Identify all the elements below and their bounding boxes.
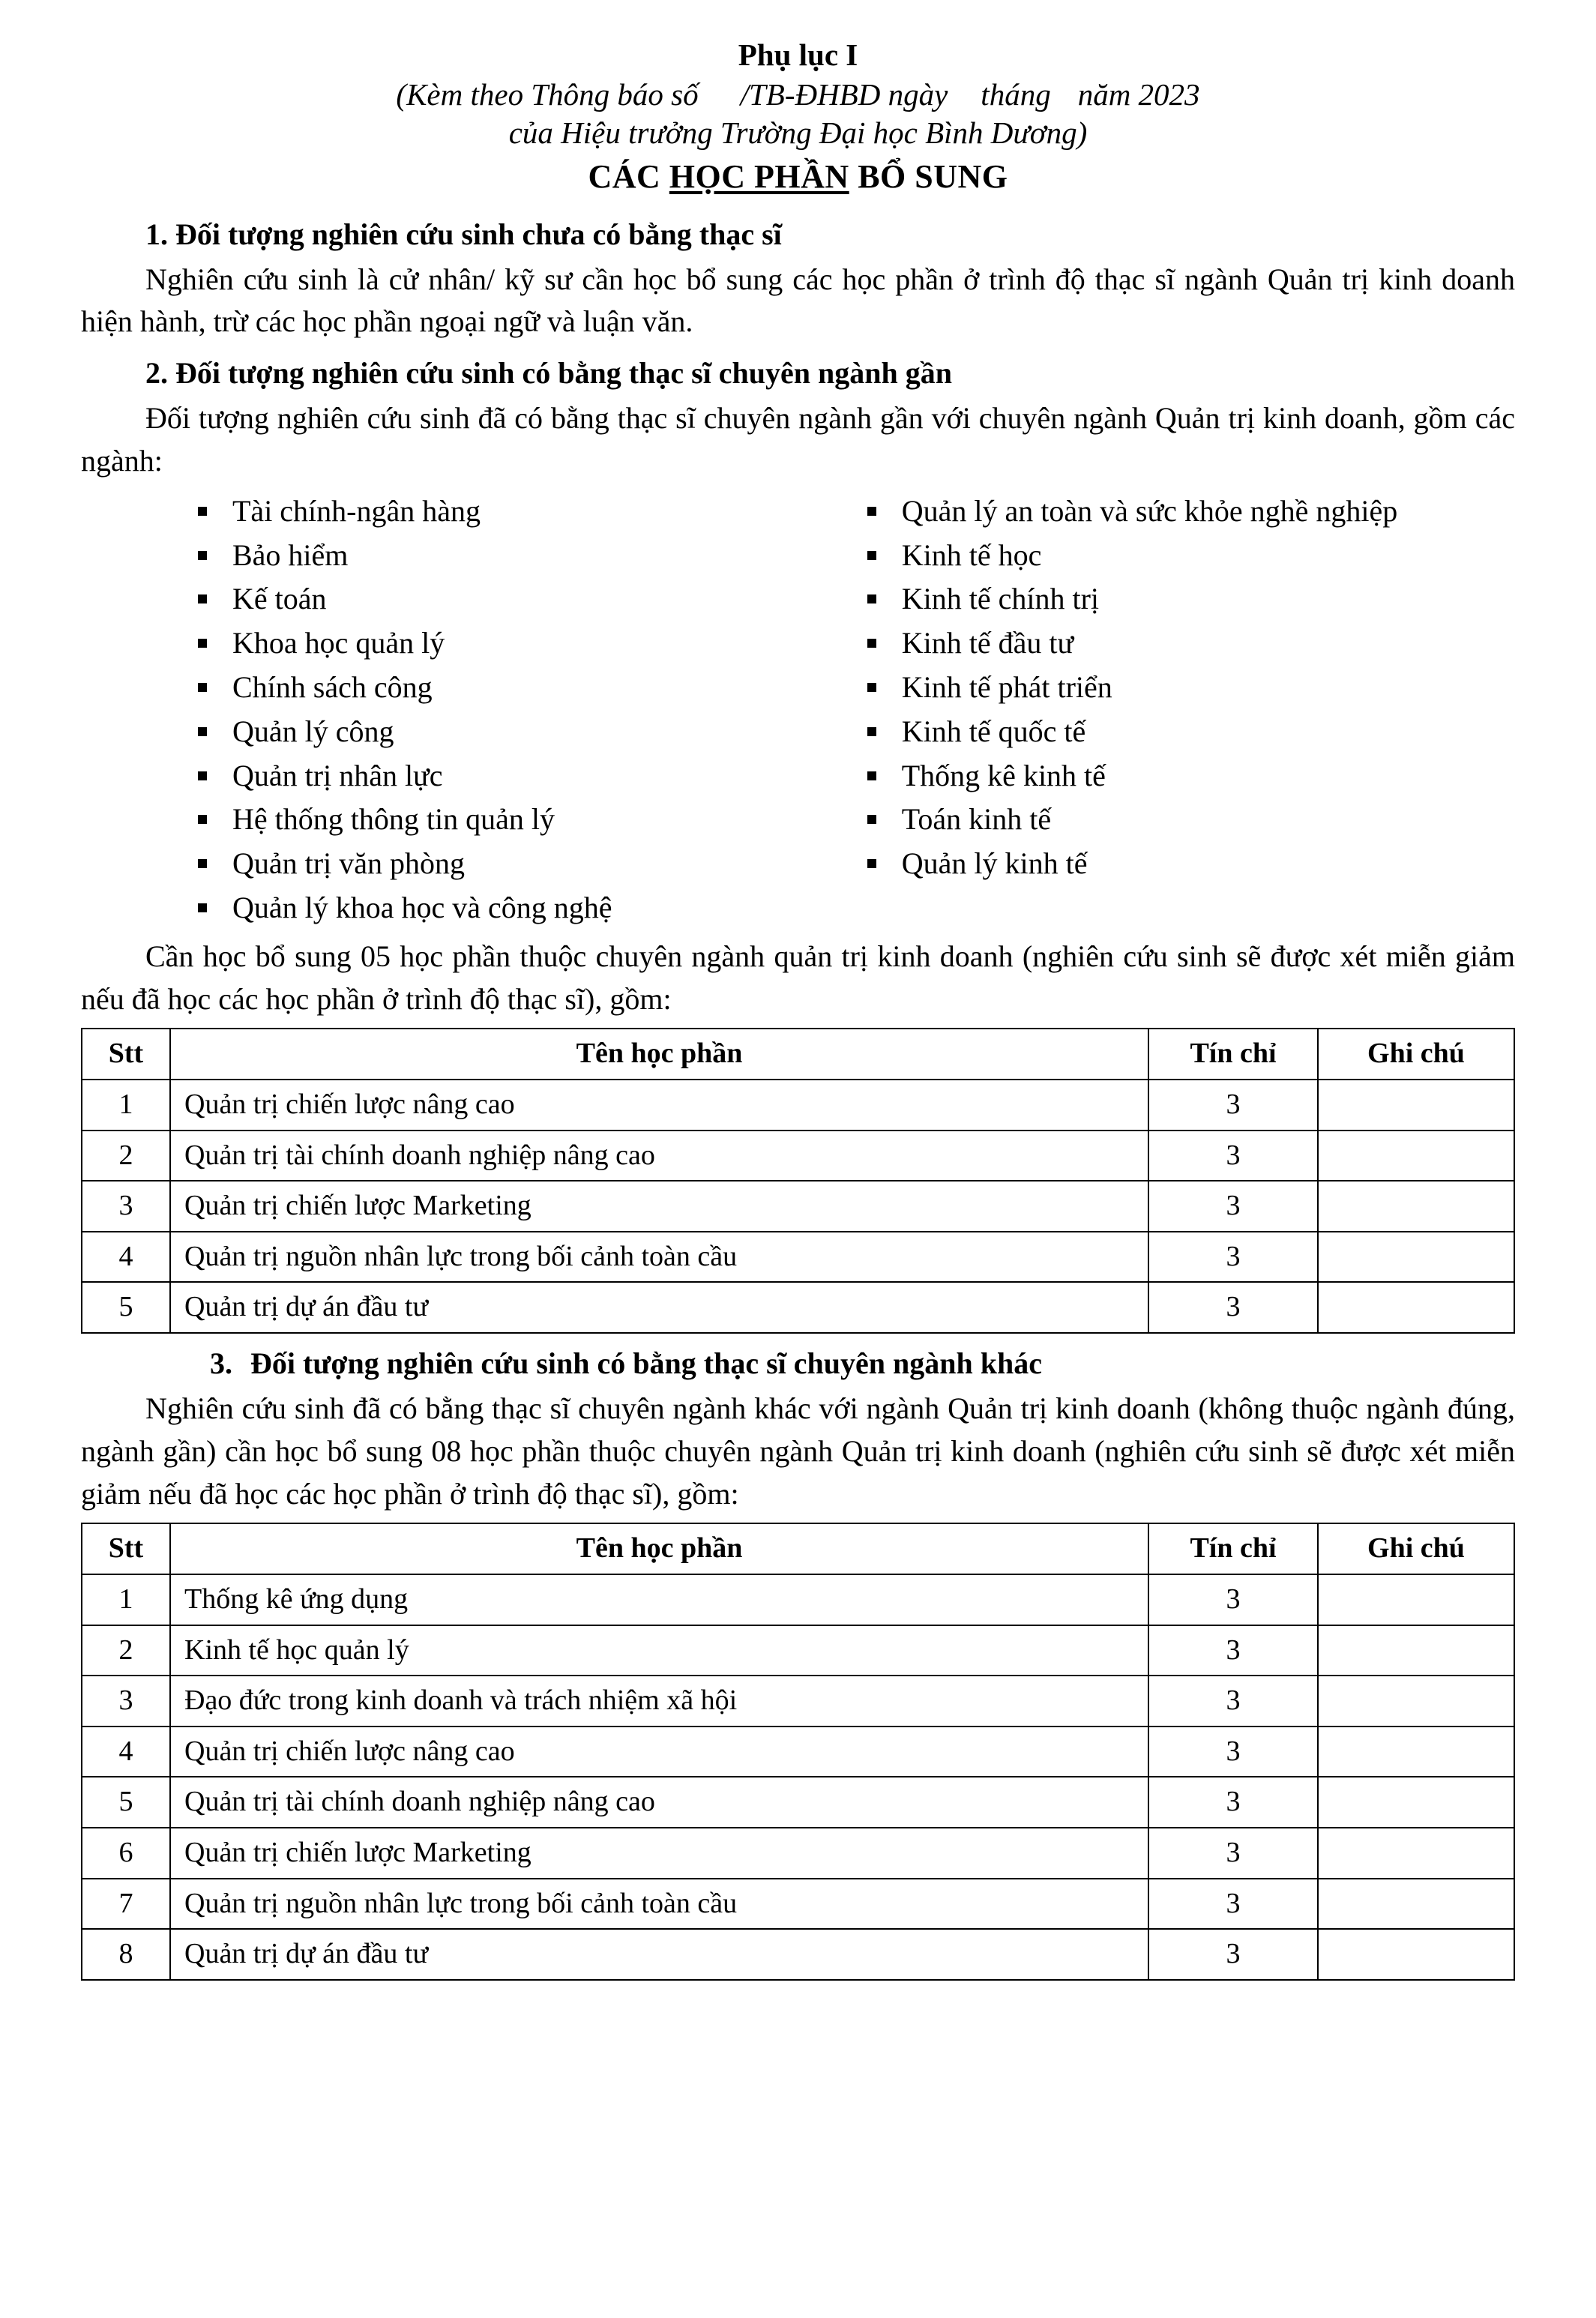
column-header-stt: Stt: [82, 1523, 170, 1574]
document-title: Phụ lục I: [738, 37, 858, 72]
list-item: [863, 755, 1515, 798]
document-subtitle-line1: [81, 76, 1515, 114]
column-header-credit: Tín chỉ: [1148, 1029, 1318, 1080]
table-row: [82, 1232, 1514, 1283]
cell-stt: 2: [82, 1625, 170, 1676]
major-label: Kinh tế quốc tế: [901, 714, 1086, 748]
major-label: Quản trị văn phòng: [232, 846, 465, 881]
subtitle-part-b: /TB-ĐHBD ngày: [740, 77, 948, 112]
bullet-square-icon: [867, 594, 876, 603]
list-item: [193, 711, 827, 753]
table-row: [82, 1676, 1514, 1727]
list-item: [193, 843, 827, 885]
major-label: Kinh tế đầu tư: [901, 626, 1074, 660]
cell-credit: 3: [1148, 1879, 1318, 1930]
table-row: [82, 1929, 1514, 1980]
list-item: [193, 535, 827, 577]
table-header-row: [82, 1029, 1514, 1080]
cell-stt: 4: [82, 1232, 170, 1283]
list-item: [193, 490, 827, 533]
bullet-square-icon: [867, 639, 876, 648]
cell-stt: 2: [82, 1131, 170, 1181]
subtitle-part-c: tháng: [981, 77, 1051, 112]
cell-credit: 3: [1148, 1080, 1318, 1131]
table-row: [82, 1080, 1514, 1131]
cell-name: Quản trị chiến lược Marketing: [170, 1828, 1148, 1879]
table-header-row: [82, 1523, 1514, 1574]
bullet-square-icon: [198, 594, 207, 603]
section-2-note: Cần học bổ sung 05 học phần thuộc chuyên ngành quản trị kinh doanh (nghiên cứu sinh sẽ được xét miễn giảm nếu đã học các học phần ở trình độ thạc sĩ), gồm:: [81, 939, 1515, 1016]
column-header-stt: Stt: [82, 1029, 170, 1080]
column-header-credit: Tín chỉ: [1148, 1523, 1318, 1574]
bullet-square-icon: [867, 507, 876, 516]
list-item: [193, 666, 827, 709]
cell-credit: 3: [1148, 1727, 1318, 1777]
section-3-title-text: Đối tượng nghiên cứu sinh có bằng thạc sĩ chuyên ngành khác: [250, 1346, 1042, 1380]
major-label: Kế toán: [232, 582, 327, 616]
heading-pre: CÁC: [588, 157, 669, 195]
major-label: Thống kê kinh tế: [901, 758, 1106, 792]
major-label: Chính sách công: [232, 670, 433, 705]
column-header-note: Ghi chú: [1318, 1029, 1514, 1080]
heading-underlined: HỌC PHẦN: [669, 157, 849, 195]
cell-stt: 3: [82, 1181, 170, 1232]
cell-stt: 5: [82, 1777, 170, 1828]
major-label: Bảo hiểm: [232, 538, 349, 572]
cell-note: [1318, 1828, 1514, 1879]
document-heading: [81, 157, 1515, 196]
section-3-title: [81, 1344, 1515, 1383]
cell-stt: 4: [82, 1727, 170, 1777]
cell-credit: 3: [1148, 1131, 1318, 1181]
section-2-title: 2. Đối tượng nghiên cứu sinh có bằng thạc sĩ chuyên ngành gần: [145, 356, 952, 391]
cell-name: Quản trị nguồn nhân lực trong bối cảnh toàn cầu: [170, 1879, 1148, 1930]
cell-name: Quản trị dự án đầu tư: [170, 1282, 1148, 1333]
table-row: [82, 1625, 1514, 1676]
list-item: [193, 798, 827, 841]
bullet-square-icon: [867, 727, 876, 736]
cell-name: Thống kê ứng dụng: [170, 1574, 1148, 1625]
major-label: Kinh tế phát triển: [901, 670, 1112, 705]
major-label: Kinh tế học: [901, 538, 1042, 572]
list-item: [863, 535, 1515, 577]
cell-name: Kinh tế học quản lý: [170, 1625, 1148, 1676]
section-2-paragraph: Đối tượng nghiên cứu sinh đã có bằng thạc sĩ chuyên ngành gần với chuyên ngành Quản trị kinh doanh, gồm các ngành:: [81, 401, 1515, 478]
table-row: [82, 1181, 1514, 1232]
cell-note: [1318, 1574, 1514, 1625]
majors-column-right: [827, 490, 1515, 931]
subtitle-part-d: năm 2023: [1077, 77, 1200, 112]
subtitle-part-a: (Kèm theo Thông báo số: [396, 77, 699, 112]
list-item: [863, 622, 1515, 665]
bullet-square-icon: [867, 551, 876, 560]
list-item: [193, 578, 827, 621]
list-item: [193, 755, 827, 798]
major-label: Quản lý an toàn và sức khỏe nghề nghiệp: [901, 493, 1398, 528]
major-label: Quản lý công: [232, 714, 394, 748]
cell-note: [1318, 1131, 1514, 1181]
section-3-course-table: [81, 1523, 1515, 1980]
cell-stt: 7: [82, 1879, 170, 1930]
cell-name: Quản trị dự án đầu tư: [170, 1929, 1148, 1980]
list-item: [863, 578, 1515, 621]
table-row: [82, 1727, 1514, 1777]
majors-columns: [81, 490, 1515, 931]
heading-post: BỔ SUNG: [849, 157, 1008, 195]
bullet-square-icon: [198, 683, 207, 692]
bullet-square-icon: [867, 683, 876, 692]
cell-credit: 3: [1148, 1828, 1318, 1879]
cell-note: [1318, 1929, 1514, 1980]
bullet-square-icon: [198, 903, 207, 912]
list-item: [863, 490, 1515, 533]
major-label: Tài chính-ngân hàng: [232, 493, 481, 528]
list-item: [863, 711, 1515, 753]
document-subtitle-line2: của Hiệu trưởng Trường Đại học Bình Dương): [508, 115, 1088, 151]
column-header-name: Tên học phần: [170, 1029, 1148, 1080]
bullet-square-icon: [198, 859, 207, 868]
list-item: [863, 666, 1515, 709]
cell-stt: 3: [82, 1676, 170, 1727]
bullet-square-icon: [198, 727, 207, 736]
cell-stt: 1: [82, 1080, 170, 1131]
cell-note: [1318, 1282, 1514, 1333]
bullet-square-icon: [198, 507, 207, 516]
bullet-square-icon: [867, 815, 876, 824]
section-2-course-table: [81, 1028, 1515, 1334]
cell-credit: 3: [1148, 1232, 1318, 1283]
cell-credit: 3: [1148, 1929, 1318, 1980]
cell-stt: 5: [82, 1282, 170, 1333]
column-header-note: Ghi chú: [1318, 1523, 1514, 1574]
major-label: Toán kinh tế: [901, 802, 1052, 837]
cell-note: [1318, 1777, 1514, 1828]
major-label: Kinh tế chính trị: [901, 582, 1100, 616]
bullet-square-icon: [198, 551, 207, 560]
table-row: [82, 1879, 1514, 1930]
section-1-title: 1. Đối tượng nghiên cứu sinh chưa có bằng thạc sĩ: [145, 217, 782, 251]
table-row: [82, 1574, 1514, 1625]
cell-stt: 8: [82, 1929, 170, 1980]
cell-note: [1318, 1080, 1514, 1131]
majors-list-right: [827, 490, 1515, 885]
section-1-paragraph: Nghiên cứu sinh là cử nhân/ kỹ sư cần học bổ sung các học phần ở trình độ thạc sĩ ngành Quản trị kinh doanh hiện hành, trừ các học phần ngoại ngữ và luận văn.: [81, 262, 1515, 339]
list-item: [863, 843, 1515, 885]
bullet-square-icon: [867, 771, 876, 780]
cell-note: [1318, 1625, 1514, 1676]
bullet-square-icon: [198, 771, 207, 780]
cell-name: Quản trị chiến lược Marketing: [170, 1181, 1148, 1232]
cell-name: Quản trị tài chính doanh nghiệp nâng cao: [170, 1777, 1148, 1828]
cell-name: Quản trị tài chính doanh nghiệp nâng cao: [170, 1131, 1148, 1181]
major-label: Khoa học quản lý: [232, 626, 445, 660]
cell-stt: 1: [82, 1574, 170, 1625]
cell-note: [1318, 1727, 1514, 1777]
cell-credit: 3: [1148, 1181, 1318, 1232]
table-row: [82, 1131, 1514, 1181]
section-3-number: 3.: [210, 1346, 232, 1380]
majors-column-left: [81, 490, 827, 931]
list-item: [193, 622, 827, 665]
cell-credit: 3: [1148, 1574, 1318, 1625]
cell-note: [1318, 1181, 1514, 1232]
major-label: Quản lý khoa học và công nghệ: [232, 891, 612, 924]
column-header-name: Tên học phần: [170, 1523, 1148, 1574]
list-item: [863, 798, 1515, 841]
cell-note: [1318, 1676, 1514, 1727]
cell-credit: 3: [1148, 1625, 1318, 1676]
list-item: [193, 887, 827, 930]
major-label: Quản lý kinh tế: [901, 846, 1088, 881]
cell-credit: 3: [1148, 1282, 1318, 1333]
cell-name: Quản trị chiến lược nâng cao: [170, 1080, 1148, 1131]
cell-name: Đạo đức trong kinh doanh và trách nhiệm xã hội: [170, 1676, 1148, 1727]
major-label: Quản trị nhân lực: [232, 758, 443, 792]
table-row: [82, 1777, 1514, 1828]
cell-credit: 3: [1148, 1676, 1318, 1727]
cell-credit: 3: [1148, 1777, 1318, 1828]
bullet-square-icon: [198, 815, 207, 824]
table-row: [82, 1828, 1514, 1879]
cell-note: [1318, 1879, 1514, 1930]
table-row: [82, 1282, 1514, 1333]
cell-name: Quản trị nguồn nhân lực trong bối cảnh toàn cầu: [170, 1232, 1148, 1283]
cell-name: Quản trị chiến lược nâng cao: [170, 1727, 1148, 1777]
cell-stt: 6: [82, 1828, 170, 1879]
major-label: Hệ thống thông tin quản lý: [232, 802, 555, 837]
cell-note: [1318, 1232, 1514, 1283]
bullet-square-icon: [867, 859, 876, 868]
section-3-paragraph: Nghiên cứu sinh đã có bằng thạc sĩ chuyên ngành khác với ngành Quản trị kinh doanh (không thuộc ngành đúng, ngành gần) cần học bổ sung 08 học phần thuộc chuyên ngành Quản trị kinh doanh (nghiên cứu sinh sẽ được xét miễn giảm nếu đã học các học phần ở trình độ thạc sĩ), gồm:: [81, 1391, 1515, 1511]
majors-list-left: [81, 490, 827, 930]
bullet-square-icon: [198, 639, 207, 648]
